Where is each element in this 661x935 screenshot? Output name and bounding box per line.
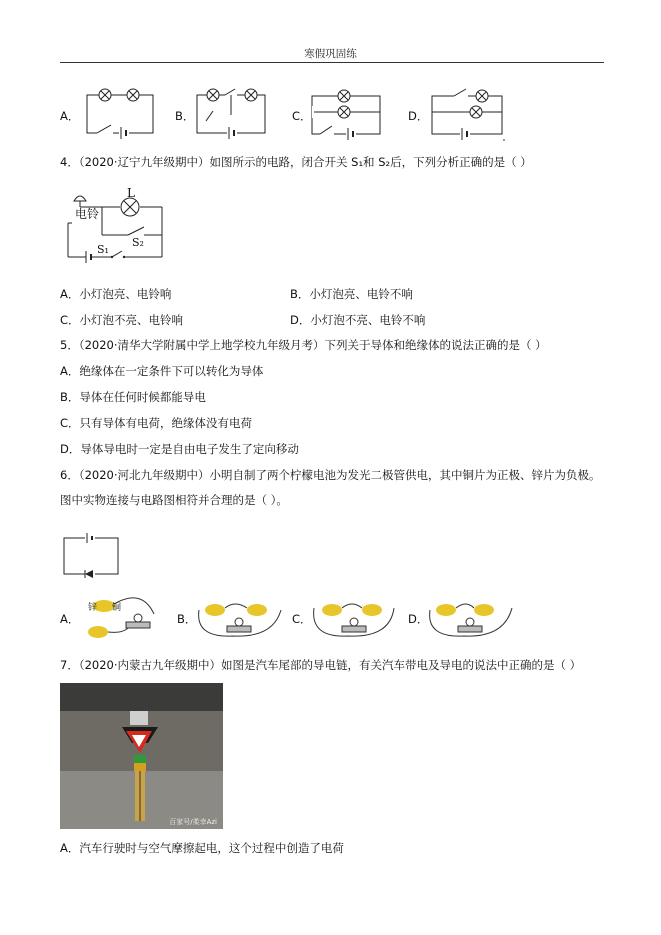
- q4-option-a[interactable]: A．小灯泡亮、电铃响: [60, 287, 172, 301]
- q5-option-b[interactable]: B．导体在任何时候都能导电: [60, 390, 206, 404]
- q7-photo-conductive-strip: [60, 683, 223, 829]
- q7-option-a[interactable]: A．汽车行驶时与空气摩擦起电，这个过程中创造了电荷: [60, 841, 344, 855]
- q3-option-a-label: A．: [60, 109, 80, 123]
- q7-photo-watermark: 百家号/柔幸Azi: [169, 818, 217, 826]
- q4-s2-label: S₂: [132, 236, 144, 249]
- q5-option-a[interactable]: A．绝缘体在一定条件下可以转化为导体: [60, 364, 264, 378]
- q4-stem: 4．（2020·辽宁九年级期中）如图所示的电路，闭合开关 S₁和 S₂后，下列分析正确的是（ ）: [60, 155, 532, 169]
- q4-option-b[interactable]: B．小灯泡亮、电铃不响: [290, 287, 413, 301]
- q5-stem: 5．（2020·清华大学附属中学上地学校九年级月考）下列关于导体和绝缘体的说法正确的是（ ）: [60, 338, 547, 352]
- q3-option-d-circuit: [430, 86, 508, 142]
- q6-option-b-figure: [193, 590, 285, 640]
- q4-circuit-figure: [62, 185, 172, 270]
- q4-bell-label: 电铃: [75, 207, 100, 221]
- q6-option-c-label: C．: [292, 612, 312, 626]
- q6-option-a-figure: [80, 588, 162, 640]
- q6-circuit-diagram: [63, 536, 121, 578]
- q6-option-a-label: A．: [60, 612, 80, 626]
- q6-option-c-figure: [308, 590, 400, 640]
- q4-lamp-label: L: [127, 186, 135, 200]
- q3-option-b-circuit: [195, 87, 267, 137]
- q6-stem-line2: 图中实物连接与电路图相符并合理的是（ ）。: [60, 493, 288, 507]
- q3-option-b-label: B．: [175, 109, 195, 123]
- q4-s1-label: S₁: [97, 243, 109, 256]
- q3-option-d-label: D．: [408, 109, 429, 123]
- q3-option-a-circuit: [85, 87, 155, 137]
- q6-option-d-figure: [424, 590, 516, 640]
- q5-option-d[interactable]: D．导体导电时一定是自由电子发生了定向移动: [60, 442, 299, 456]
- q6-option-d-label: D．: [408, 612, 429, 626]
- page-header-title: 寒假巩固练: [304, 48, 357, 60]
- header-divider: [60, 62, 604, 63]
- q7-stem: 7．（2020·内蒙古九年级期中）如图是汽车尾部的导电链，有关汽车带电及导电的说法中正确的是（ ）: [60, 658, 582, 672]
- q3-option-c-circuit: [310, 86, 382, 138]
- q4-option-d[interactable]: D．小灯泡不亮、电铃不响: [290, 313, 426, 327]
- q6-a-cu-label: 铜: [112, 603, 122, 613]
- q5-option-c[interactable]: C．只有导体有电荷，绝缘体没有电荷: [60, 416, 253, 430]
- q6-stem-line1: 6．（2020·河北九年级期中）小明自制了两个柠檬电池为发光二极管供电，其中铜片为正极、锌片为负极。: [60, 468, 601, 482]
- q6-a-zn-label: 锌: [88, 603, 98, 613]
- q6-option-b-label: B．: [177, 612, 197, 626]
- q3-option-c-label: C．: [292, 109, 312, 123]
- q4-option-c[interactable]: C．小灯泡不亮、电铃响: [60, 313, 184, 327]
